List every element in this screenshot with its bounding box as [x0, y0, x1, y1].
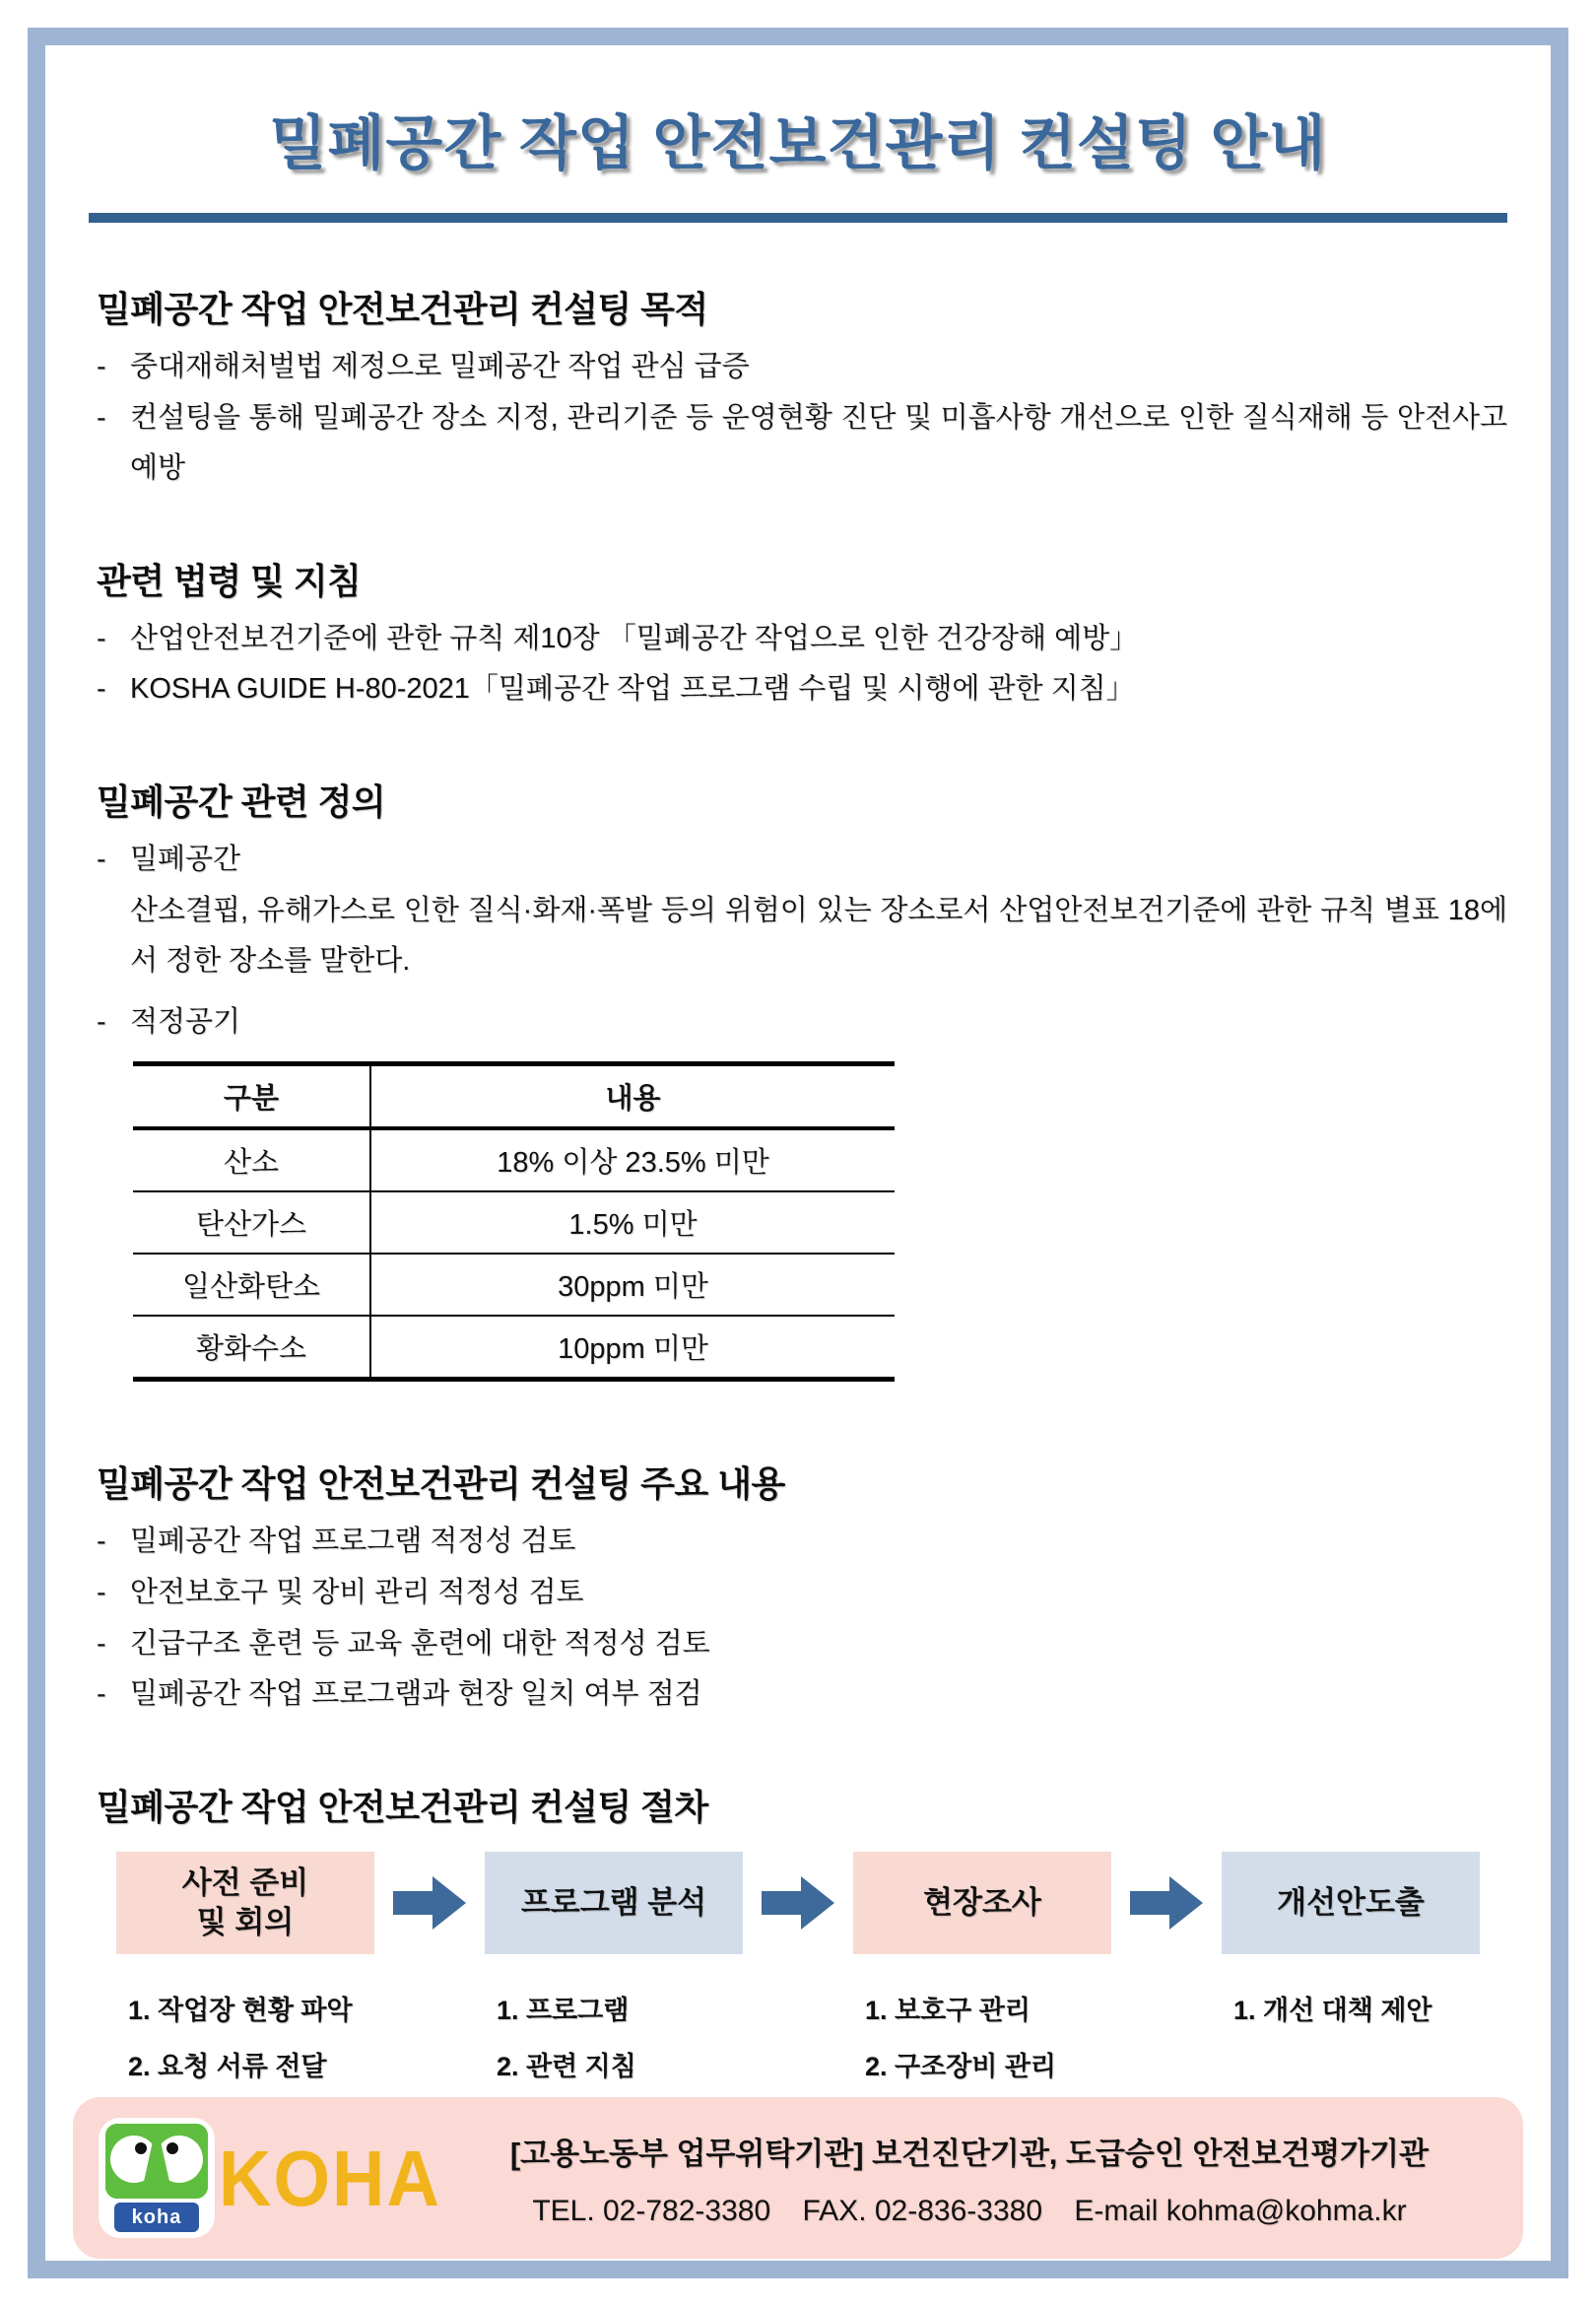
flow-step-label: 사전 준비	[181, 1865, 309, 1900]
footer-fax: FAX. 02-836-3380	[802, 2194, 1043, 2227]
table-row	[133, 1316, 895, 1380]
table-header-row	[133, 1064, 895, 1129]
air-quality-table	[133, 1061, 895, 1382]
footer-banner	[73, 2097, 1523, 2259]
flow-list-item: 1. 작업장 현황 파악	[128, 1995, 353, 2025]
list-item-text: 긴급구조 훈련 등 교육 훈련에 대한 적정성 검토	[130, 1627, 710, 1660]
title-divider	[89, 213, 1507, 223]
bullet-dash: -	[97, 1678, 106, 1711]
document-body	[45, 45, 1551, 2261]
section-purpose-heading: 밀폐공간 작업 안전보건관리 컨설팅 목적	[97, 289, 708, 329]
list-item-text: 밀폐공간 작업 프로그램과 현장 일치 여부 점검	[130, 1678, 702, 1711]
table-cell: 일산화탄소	[133, 1254, 370, 1316]
bullet-dash: -	[97, 1526, 106, 1558]
flow-step-label: 프로그램 분석	[520, 1884, 707, 1920]
bullet-dash: -	[97, 1577, 106, 1609]
definition-term: 밀폐공간	[130, 844, 241, 876]
koha-logo-tile	[99, 2118, 215, 2238]
table-row	[133, 1191, 895, 1254]
table-cell: 30ppm 미만	[370, 1254, 895, 1316]
table-cell: 산소	[133, 1128, 370, 1191]
arrow-right-icon	[374, 1852, 485, 1954]
koha-badge: koha	[114, 2203, 199, 2232]
list-item	[97, 835, 1507, 886]
footer-certification-line: [고용노동부 업무위탁기관] 보건진단기관, 도급승인 안전보건평가기관	[509, 2136, 1430, 2171]
footer-email: E-mail kohma@kohma.kr	[1074, 2194, 1407, 2227]
definitions-list	[89, 997, 1507, 1049]
arrow-right-icon	[743, 1852, 853, 1954]
bullet-dash: -	[97, 844, 106, 876]
arrow-right-icon	[1111, 1852, 1222, 1954]
purpose-list	[89, 342, 1507, 495]
table-row	[133, 1254, 895, 1316]
footer-text	[441, 2129, 1497, 2228]
list-item-text: 중대재해처벌법 제정으로 밀폐공간 작업 관심 급증	[130, 351, 750, 382]
list-item	[97, 342, 1507, 393]
bullet-dash: -	[97, 622, 106, 654]
list-item-text: 산업안전보건기준에 관한 규칙 제10장 「밀폐공간 작업으로 인한 건강장해 예방」	[130, 622, 1139, 654]
bullet-dash: -	[97, 401, 106, 434]
section-procedure-heading: 밀폐공간 작업 안전보건관리 컨설팅 절차	[97, 1786, 708, 1827]
koha-owl-eyes-icon	[105, 2124, 208, 2199]
table-cell: 1.5% 미만	[370, 1191, 895, 1254]
koha-wordmark: KOHA	[219, 2134, 441, 2222]
flow-list-item: 1. 개선 대책 제안	[1233, 1995, 1432, 2025]
table-cell: 탄산가스	[133, 1191, 370, 1254]
flow-step-label: 현장조사	[923, 1884, 1041, 1920]
flow-step-label: 개선안도출	[1277, 1884, 1425, 1920]
list-item	[97, 614, 1507, 665]
flow-list-item: 1. 프로그램	[497, 1995, 630, 2025]
flow-step-box-3	[853, 1852, 1111, 1954]
koha-logo	[99, 2118, 441, 2238]
list-item	[97, 997, 1507, 1049]
footer-tel: TEL. 02-782-3380	[532, 2194, 771, 2227]
list-item	[97, 1517, 1507, 1568]
table-header-cell: 구분	[133, 1064, 370, 1129]
bullet-dash: -	[97, 351, 106, 382]
flow-step-box-2	[485, 1852, 743, 1954]
list-item-text: 밀폐공간 작업 프로그램 적정성 검토	[130, 1526, 576, 1558]
table-cell: 10ppm 미만	[370, 1316, 895, 1380]
flow-list-item: 2. 관련 지침	[497, 2052, 636, 2082]
definition-description: 산소결핍, 유해가스로 인한 질식·화재·폭발 등의 위험이 있는 장소로서 산업안전보건기준에 관한 규칙 별표 18에서 정한 장소를 말한다.	[130, 894, 1507, 978]
flow-step-label: 및 회의	[196, 1904, 295, 1939]
bullet-dash: -	[97, 1627, 106, 1660]
laws-list	[89, 614, 1507, 715]
flow-list-item: 2. 구조장비 관리	[865, 2052, 1057, 2082]
list-item	[97, 1619, 1507, 1670]
list-item-text: 안전보호구 및 장비 관리 적정성 검토	[130, 1577, 584, 1609]
flow-step-box-4	[1222, 1852, 1480, 1954]
flow-step-box-1	[116, 1852, 374, 1954]
footer-contact-line	[441, 2195, 1497, 2228]
list-item	[97, 664, 1507, 715]
list-item-text: KOSHA GUIDE H-80-2021「밀폐공간 작업 프로그램 수립 및 시행에 관한 지침」	[130, 673, 1135, 706]
bullet-dash: -	[97, 673, 106, 706]
contents-list	[89, 1517, 1507, 1720]
table-header-cell: 내용	[370, 1064, 895, 1129]
table-cell: 18% 이상 23.5% 미만	[370, 1128, 895, 1191]
bullet-dash: -	[97, 1005, 106, 1038]
list-item	[97, 1669, 1507, 1721]
flow-list-item: 1. 보호구 관리	[865, 1995, 1031, 2025]
definition-term: 적정공기	[130, 1005, 241, 1038]
table-row	[133, 1128, 895, 1191]
table-cell: 황화수소	[133, 1316, 370, 1380]
section-definitions-heading: 밀폐공간 관련 정의	[97, 781, 386, 823]
flow-list-item: 2. 요청 서류 전달	[128, 2052, 327, 2082]
definitions-list	[89, 835, 1507, 886]
page-title: 밀폐공간 작업 안전보건관리 컨설팅 안내	[269, 110, 1327, 176]
list-item	[97, 393, 1507, 495]
section-contents-heading: 밀폐공간 작업 안전보건관리 컨설팅 주요 내용	[97, 1463, 785, 1505]
list-item	[97, 1568, 1507, 1619]
section-laws-heading: 관련 법령 및 지침	[97, 560, 362, 601]
list-item-text: 컨설팅을 통해 밀폐공간 장소 지정, 관리기준 등 운영현황 진단 및 미흡사항 개선으로 인한 질식재해 등 안전사고 예방	[130, 401, 1507, 485]
